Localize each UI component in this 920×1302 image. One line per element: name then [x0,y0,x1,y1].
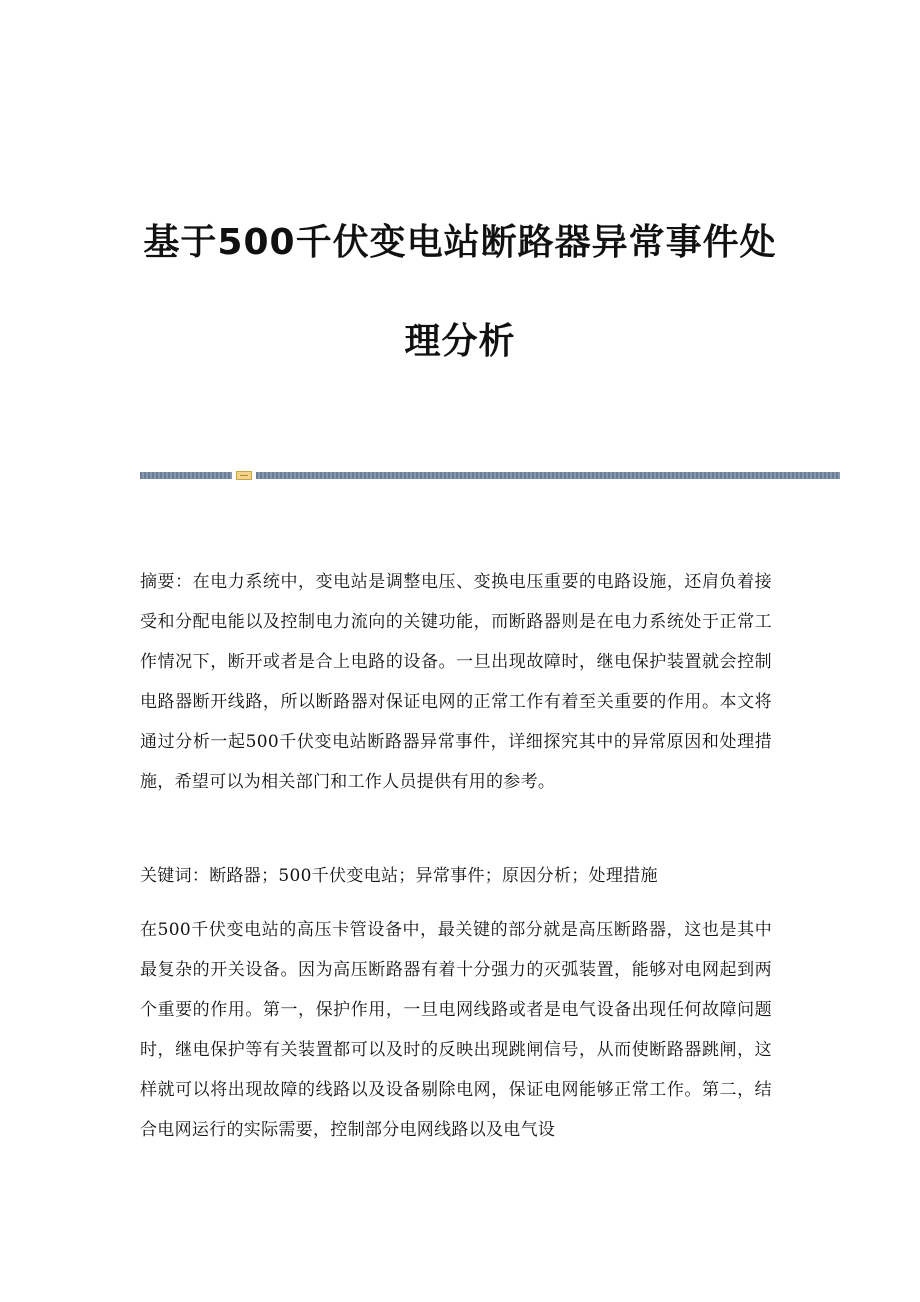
divider-bar-left [140,472,232,479]
keywords-line: 关键词：断路器；500千伏变电站；异常事件；原因分析；处理措施 [140,866,658,886]
divider-bar-right [256,472,840,479]
divider-ornament-icon [236,471,252,480]
document-title-line-2: 理分析 [404,321,516,362]
document-title-line-1: 基于500千伏变电站断路器异常事件处 [143,222,777,263]
body-paragraph: 在500千伏变电站的高压卡管设备中，最关键的部分就是高压断路器，这也是其中最复杂的开关设备。因为高压断路器有着十分强力的灭弧装置，能够对电网起到两个重要的作用。第一，保护作用，一旦电网线路或者是电气设备出现任何故障问题时，继电保护等有关装置都可以及时的反映出现跳闸信号，从而使断路器跳闸，这样就可以将出现故障的线路以及设备剔除电网，保证电网能够正常工作。第二，结合电网运行的实际需要，控制部分电网线路以及电气设 [140,920,772,1140]
abstract-paragraph: 摘要：在电力系统中，变电站是调整电压、变换电压重要的电路设施，还肩负着接受和分配电能以及控制电力流向的关键功能，而断路器则是在电力系统处于正常工作情况下，断开或者是合上电路的设备。一旦出现故障时，继电保护装置就会控制电路器断开线路，所以断路器对保证电网的正常工作有着至关重要的作用。本文将通过分析一起500千伏变电站断路器异常事件，详细探究其中的异常原因和处理措施，希望可以为相关部门和工作人员提供有用的参考。 [140,572,772,792]
title-divider [140,471,840,480]
